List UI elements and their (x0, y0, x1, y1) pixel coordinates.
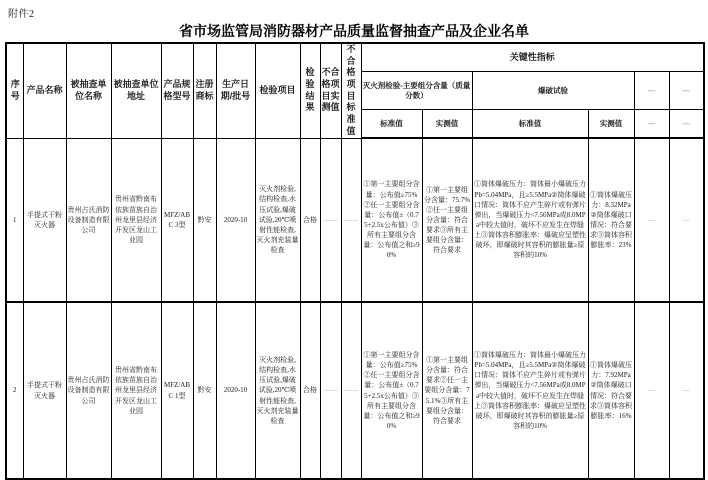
cell-inspection-result: 合格 (300, 302, 320, 479)
column-header-spec-model: 产品规格型号 (161, 43, 193, 138)
column-header-dash-2: — (669, 71, 704, 110)
column-header-seq-label: 序号 (10, 79, 20, 101)
cell-product-name: 手提式干粉灭火器 (23, 138, 66, 302)
column-header-burst-group: 爆破试验 (472, 71, 634, 110)
cell-burst-measured: ①筒体爆破压力：8.32MPa②筒体爆破口情况：符合要求③筒体容积膨胀率：23% (588, 138, 634, 302)
column-subheader-burst-standard: 标准值 (472, 110, 588, 138)
cell-failed-standard: —— (341, 302, 361, 479)
column-subheader-burst-measured: 实测值 (588, 110, 634, 138)
cell-dash-2: — (669, 138, 704, 302)
cell-failed-standard: —— (341, 138, 361, 302)
column-header-key-indicators: 关键性指标 (361, 43, 704, 71)
cell-dash-1: — (634, 302, 669, 479)
column-header-product-name: 产品名称 (23, 43, 66, 138)
cell-agent-standard: ①第一主要组分含量：公布值≥75%②任一主要组分含量：公布值±（0.75+2.5x公布值）③所有主要组分含量：公布值之和≥90% (361, 138, 422, 302)
cell-unit-name: 贵州占氏消防设备制造有限公司 (66, 138, 111, 302)
column-subheader-agent-measured: 实测值 (422, 110, 472, 138)
cell-inspection-result: 合格 (300, 138, 320, 302)
cell-product-name: 手提式干粉灭火器 (23, 302, 66, 479)
cell-inspection-items: 灭火剂检验,结构检查,水压试验,爆破试验,20℃喷射性能检查,灭火剂充装量检查 (255, 138, 300, 302)
cell-failed-measured: —— (320, 302, 341, 479)
attachment-label: 附件2 (8, 9, 35, 20)
column-header-production-date: 生产日期/批号 (216, 43, 255, 138)
table-row (6, 302, 704, 479)
column-header-trademark: 注册商标 (193, 43, 216, 138)
column-subheader-dash-2: — (669, 110, 704, 138)
cell-seq: 2 (6, 302, 23, 479)
cell-burst-measured: ①筒体爆破压力：7.92MPa②筒体爆破口情况：符合要求③筒体容积膨胀率：16% (588, 302, 634, 479)
column-header-inspection-items: 检验项目 (255, 43, 300, 138)
cell-agent-measured: ①第一主要组分含量：75.7%②任一主要组分含量：符合要求③所有主要组分含量：符合要求 (422, 138, 472, 302)
cell-inspection-items: 灭火剂检验,结构检查,水压试验,爆破试验,20℃喷射性能检查,灭火剂充装量检查 (255, 302, 300, 479)
column-subheader-agent-standard: 标准值 (361, 110, 422, 138)
inspection-table (5, 42, 705, 480)
cell-unit-name: 贵州占氏消防设备制造有限公司 (66, 302, 111, 479)
column-header-unit-name: 被抽查单位名称 (66, 43, 111, 138)
cell-trademark: 黔安 (193, 138, 216, 302)
cell-unit-address: 贵州省黔南布依族苗族自治州龙里县经济开发区龙山工业园 (111, 138, 161, 302)
cell-trademark: 黔安 (193, 302, 216, 479)
column-header-unit-address: 被抽查单位地址 (111, 43, 161, 138)
cell-production-date: 2020-10 (216, 302, 255, 479)
cell-seq: 1 (6, 138, 23, 302)
cell-unit-address: 贵州省黔南布依族苗族自治州龙里县经济开发区龙山工业园 (111, 302, 161, 479)
cell-burst-standard: ①筒体爆破压力：筒体最小爆破压力Pb=5.04MPa，且≥5.5MPa②筒体爆破口情况：筒体不应产生碎片或有弹片弹出，当爆破压力<7.56MPa或8.0MPa中较大值时，破坏不应发生在焊缝上③筒体容积膨胀率：爆破应呈塑性破坏，即爆破时其容积的膨胀量≥原容积的10% (472, 302, 588, 479)
cell-agent-measured: ①第一主要组分含量：符合要求②任一主要组分含量：75.1%③所有主要组分含量：符合要求 (422, 302, 472, 479)
column-header-agent-group: 灭火剂检验-主要组分含量（质量分数） (361, 71, 472, 110)
column-header-inspection-result-label: 检验结果 (305, 67, 315, 113)
cell-dash-2: — (669, 302, 704, 479)
column-header-failed-measured: 不合格项目实测值 (320, 43, 341, 138)
cell-dash-1: — (634, 138, 669, 302)
cell-spec-model: MFZ/ABC 1型 (161, 302, 193, 479)
cell-failed-measured: —— (320, 138, 341, 302)
table-row (6, 138, 704, 302)
header-row-1 (6, 43, 704, 71)
column-header-failed-standard: 不合格项目标准值 (341, 43, 361, 138)
cell-burst-standard: ①筒体爆破压力：筒体最小爆破压力Pb=5.04MPa，且≥5.5MPa②筒体爆破口情况：筒体不应产生碎片或有弹片弹出，当爆破压力<7.56MPa或8.0MPa中较大值时，破坏不应发生在焊缝上③筒体容积膨胀率：爆破应呈塑性破坏，即爆破时其容积的膨胀量≥原容积的10% (472, 138, 588, 302)
column-header-seq (6, 43, 23, 138)
page-title: 省市场监管局消防器材产品质量监督抽查产品及企业名单 (179, 23, 529, 39)
cell-production-date: 2020-10 (216, 138, 255, 302)
cell-spec-model: MFZ/ABC 3型 (161, 138, 193, 302)
column-header-inspection-result (300, 43, 320, 138)
column-header-dash-1: — (634, 71, 669, 110)
cell-agent-standard: ①第一主要组分含量：公布值≥75%②任一主要组分含量：公布值±（0.75+2.5x公布值）③所有主要组分含量：公布值之和≥90% (361, 302, 422, 479)
column-subheader-dash-1: — (634, 110, 669, 138)
